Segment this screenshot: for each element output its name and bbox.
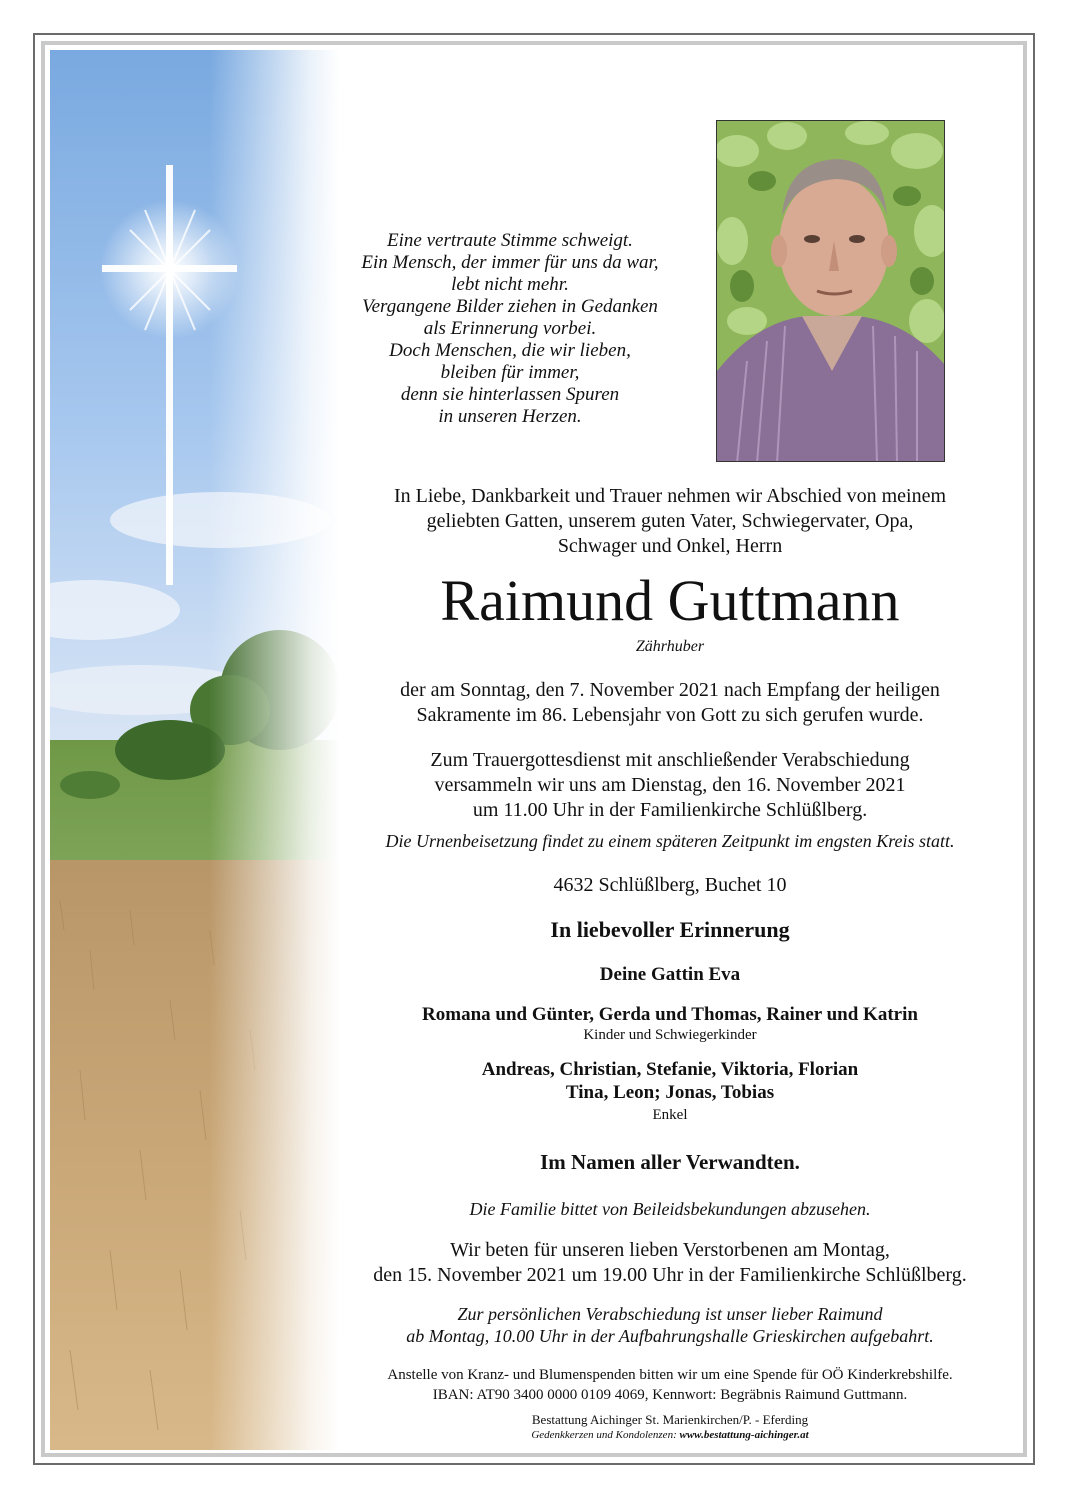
grandchildren-label: Enkel [652,1107,688,1123]
service-line: um 11.00 Uhr in der Familienkirche Schlüßlberg. [472,799,868,821]
poem-line: bleiben für immer, [440,362,580,383]
landscape-image [50,50,340,1450]
poem-line: Doch Menschen, die wir lieben, [389,340,631,361]
prayer-line: Wir beten für unseren lieben Verstorbenen am Montag, [450,1239,890,1261]
poem-line: lebt nicht mehr. [451,274,569,295]
death-notice [330,678,1010,728]
grandchildren-line: Andreas, Christian, Stefanie, Viktoria, Florian [481,1059,859,1080]
poem [340,230,680,428]
viewing-notice [330,1303,1010,1347]
deceased-name: Raimund Guttmann [440,568,900,633]
urn-note: Die Urnenbeisetzung findet zu einem späteren Zeitpunkt im engsten Kreis statt. [385,831,955,851]
grandchildren [330,1058,1010,1104]
donation-line: Anstelle von Kranz- und Blumenspenden bitten wir um eine Spende für OÖ Kinderkrebshilfe. [387,1367,953,1383]
poem-line: denn sie hinterlassen Spuren [400,384,620,405]
grandchildren-line: Tina, Leon; Jonas, Tobias [565,1082,775,1103]
donation-notice [330,1365,1010,1405]
intro-line: In Liebe, Dankbarkeit und Trauer nehmen wir Abschied von meinem [393,485,947,507]
poem-line: Ein Mensch, der immer für uns da war, [361,252,659,273]
candles-line [330,1428,1010,1442]
candles-label: Gedenkkerzen und Kondolenzen: [531,1429,677,1441]
viewing-line: ab Montag, 10.00 Uhr in der Aufbahrungshalle Grieskirchen aufgebahrt. [406,1326,934,1346]
intro-text [330,484,1010,559]
prayer-line: den 15. November 2021 um 19.00 Uhr in der Familienkirche Schlüßlberg. [373,1264,967,1286]
wife: Deine Gattin Eva [599,964,741,985]
intro-line: geliebten Gatten, unserem guten Vater, Schwiegervater, Opa, [426,510,914,532]
portrait-photo [716,120,945,462]
poem-line: Vergangene Bilder ziehen in Gedanken [362,296,658,317]
death-line: der am Sonntag, den 7. November 2021 nach Empfang der heiligen [400,679,940,701]
memory-heading: In liebevoller Erinnerung [550,917,790,942]
service-line: versammeln wir uns am Dienstag, den 16. November 2021 [434,774,906,796]
children-label: Kinder und Schwiegerkinder [583,1027,757,1043]
poem-line: als Erinnerung vorbei. [423,318,597,339]
deceased-nickname: Zährhuber [635,638,705,655]
intro-line: Schwager und Onkel, Herrn [557,535,783,557]
candles-link[interactable]: www.bestattung-aichinger.at [679,1429,809,1441]
service-notice [330,748,1010,823]
poem-line: Eine vertraute Stimme schweigt. [387,230,633,251]
viewing-line: Zur persönlichen Verabschiedung ist unser lieber Raimund [457,1304,883,1324]
death-line: Sakramente im 86. Lebensjahr von Gott zu sich gerufen wurde. [416,704,924,726]
condolence-note: Die Familie bittet von Beileidsbekundungen abzusehen. [469,1199,871,1219]
service-line: Zum Trauergottesdienst mit anschließender Verabschiedung [430,749,910,771]
funeral-home: Bestattung Aichinger St. Marienkirchen/P. - Eferding [531,1412,809,1427]
poem-line: in unseren Herzen. [438,406,582,427]
relatives: Im Namen aller Verwandten. [540,1150,800,1174]
address: 4632 Schlüßlberg, Buchet 10 [553,874,787,896]
children: Romana und Günter, Gerda und Thomas, Rainer und Katrin [422,1004,918,1025]
prayer-notice [330,1238,1010,1288]
donation-line: IBAN: AT90 3400 0000 0109 4069, Kennwort: Begräbnis Raimund Guttmann. [432,1387,908,1403]
